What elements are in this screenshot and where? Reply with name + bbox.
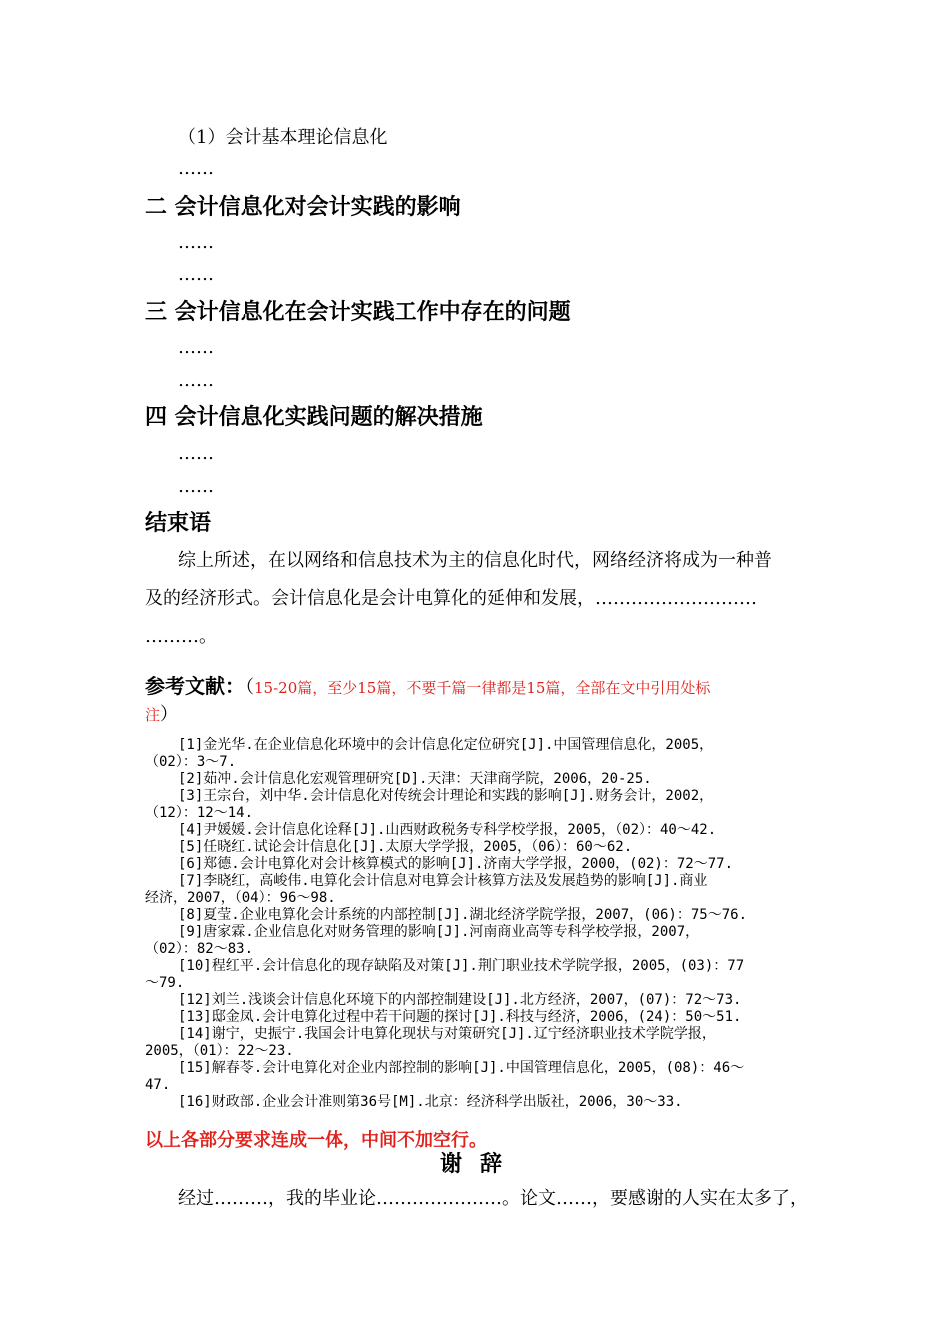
reference-item: [15]解春苓.会计电算化对企业内部控制的影响[J].中国管理信息化，2005，(08)：46～	[178, 1060, 745, 1076]
reference-item: ～79.	[145, 975, 185, 991]
ellipsis-line: ……	[178, 337, 214, 358]
ellipsis-line: ……	[178, 158, 214, 179]
section-heading-2: 二 会计信息化对会计实践的影响	[145, 195, 461, 220]
reference-item: [9]唐家霖.企业信息化对财务管理的影响[J].河南商业高等专科学校学报，2007，	[178, 924, 700, 940]
references-note-paren: ）	[160, 704, 179, 725]
reference-item: [3]王宗台，刘中华.会计信息化对传统会计理论和实践的影响[J].财务会计，2002，	[178, 788, 714, 804]
ellipsis-line: ……	[178, 370, 214, 391]
reference-item: [14]谢宁，史振宁.我国会计电算化现状与对策研究[J].辽宁经济职业技术学院学报，	[178, 1026, 716, 1042]
conclusion-title: 结束语	[145, 511, 212, 536]
reference-item: [8]夏莹.企业电算化会计系统的内部控制[J].湖北经济学院学报，2007，(06)：75～76.	[178, 907, 748, 923]
reference-item: [1]金光华.在企业信息化环境中的会计信息化定位研究[J].中国管理信息化，2005，	[178, 737, 714, 753]
reference-item: （12）：12～14.	[145, 805, 254, 821]
subsection-title: （1）会计基本理论信息化	[178, 127, 388, 148]
conclusion-paragraph-line: ………。	[145, 626, 217, 647]
references-note-paren: （	[245, 677, 254, 698]
reference-item: [10]程红平.会计信息化的现存缺陷及对策[J].荆门职业技术学院学报，2005，(03)：77	[178, 958, 745, 974]
reference-item: 2005，（01）：22～23.	[145, 1043, 294, 1059]
requirement-note: 以上各部分要求连成一体，中间不加空行。	[145, 1130, 487, 1151]
references-title: 参考文献：	[145, 674, 245, 698]
references-note-continued	[145, 703, 178, 727]
section-heading-4: 四 会计信息化实践问题的解决措施	[145, 405, 483, 430]
conclusion-paragraph-line: 综上所述，在以网络和信息技术为主的信息化时代，网络经济将成为一种普	[178, 550, 772, 571]
reference-item: [6]郑德.会计电算化对会计核算模式的影响[J].济南大学学报，2000，(02)：72～77.	[178, 856, 734, 872]
reference-item: [7]李晓红，高峻伟.电算化会计信息对电算会计核算方法及发展趋势的影响[J].商业	[178, 873, 708, 889]
reference-item: [4]尹媛媛.会计信息化诠释[J].山西财政税务专科学校学报，2005，（02）：40～42.	[178, 822, 717, 838]
section-heading-3: 三 会计信息化在会计实践工作中存在的问题	[145, 300, 571, 325]
ellipsis-line: ……	[178, 232, 214, 253]
ellipsis-line: ……	[178, 264, 214, 285]
reference-item: [5]任晓红.试论会计信息化[J].太原大学学报，2005，（06）：60～62.	[178, 839, 633, 855]
reference-item: [13]邸金凤.会计电算化过程中若干问题的探讨[J].科技与经济，2006，(24)：50～51.	[178, 1009, 742, 1025]
reference-item: （02）：82～83.	[145, 941, 254, 957]
references-note: 注	[145, 706, 161, 724]
reference-item: 47.	[145, 1077, 171, 1093]
reference-item: [12]刘兰.浅谈会计信息化环境下的内部控制建设[J].北方经济，2007，(07)：72～73.	[178, 992, 742, 1008]
reference-item: 经济，2007，（04）：96～98.	[145, 890, 336, 906]
ellipsis-line: ……	[178, 443, 214, 464]
reference-item: （02）：3～7.	[145, 754, 237, 770]
reference-item: [16]财政部.企业会计准则第36号[M].北京：经济科学出版社，2006，30～33.	[178, 1094, 683, 1110]
ellipsis-line: ……	[178, 476, 214, 497]
acknowledgement-paragraph-line: 经过………，我的毕业论…………………。论文……，要感谢的人实在太多了，	[178, 1188, 808, 1209]
references-note: 15-20篇，至少15篇，不要千篇一律都是15篇，全部在文中引用处标	[254, 679, 711, 697]
acknowledgement-title: 谢辞	[440, 1152, 521, 1177]
references-heading	[145, 670, 710, 700]
conclusion-paragraph-line: 及的经济形式。会计信息化是会计电算化的延伸和发展，………………………	[145, 588, 757, 609]
reference-item: [2]茹冲.会计信息化宏观管理研究[D].天津：天津商学院，2006，20-25.	[178, 771, 652, 787]
